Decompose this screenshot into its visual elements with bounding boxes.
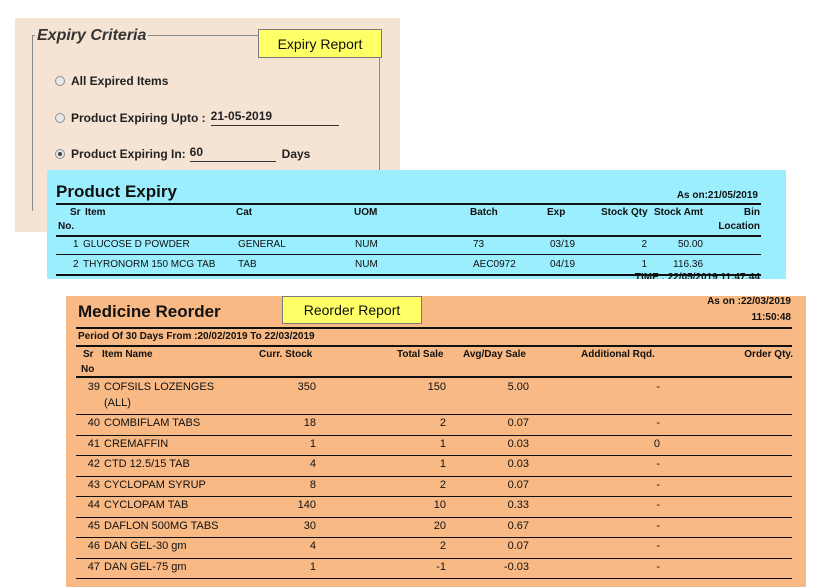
cell-additional-rqd: - — [656, 381, 660, 393]
cell-curr-stock: 4 — [309, 540, 316, 552]
col-location: Location — [718, 221, 760, 232]
cell-sr: 41 — [87, 437, 100, 450]
cell-item-name: DAN GEL-75 gm — [104, 560, 187, 573]
cell-total-sale: -1 — [436, 560, 446, 573]
cell-item-name: CYCLOPAM TAB — [104, 499, 189, 511]
cell-avg-day-sale: 5.00 — [507, 381, 529, 393]
cell-item-name-continued: (ALL) — [104, 397, 131, 409]
cell-avg-day-sale: 0.07 — [507, 478, 529, 491]
divider — [76, 537, 792, 538]
divider — [76, 578, 792, 579]
col-bin: Bin — [743, 207, 760, 218]
cell-uom: NUM — [355, 239, 378, 250]
cell-sr: 44 — [87, 499, 100, 511]
cell-item-name: COFSILS LOZENGES — [104, 381, 215, 393]
option-label: Product Expiring In: — [71, 146, 186, 161]
col-item-name: Item Name — [102, 349, 153, 360]
cell-stock-qty: 1 — [641, 259, 647, 270]
cell-curr-stock: 30 — [303, 519, 316, 532]
divider — [56, 203, 761, 205]
cell-curr-stock: 1 — [309, 437, 316, 450]
cell-additional-rqd: - — [656, 458, 660, 470]
expiry-date-field[interactable]: 21-05-2019 — [211, 109, 339, 126]
cell-curr-stock: 4 — [309, 458, 316, 470]
col-no: No. — [58, 221, 75, 232]
cell-sr: 46 — [87, 540, 100, 552]
cell-total-sale: 1 — [439, 437, 446, 450]
cell-item: GLUCOSE D POWDER — [83, 239, 190, 250]
cell-curr-stock: 18 — [303, 417, 316, 429]
divider — [76, 517, 792, 518]
col-order-qty: Order Qty. — [744, 349, 793, 360]
cell-avg-day-sale: 0.67 — [507, 519, 529, 532]
col-stock-amt: Stock Amt — [654, 207, 704, 218]
cell-sr: 45 — [87, 519, 100, 532]
col-curr-stock: Curr. Stock — [259, 349, 313, 360]
cell-batch: 73 — [473, 239, 485, 250]
cell-additional-rqd: - — [656, 499, 660, 511]
col-uom: UOM — [354, 207, 378, 218]
cell-total-sale: 20 — [433, 519, 446, 532]
cell-stock-qty: 2 — [641, 239, 647, 250]
col-avg-day-sale: Avg/Day Sale — [463, 349, 526, 360]
medicine-reorder-title: Medicine Reorder — [78, 302, 221, 321]
product-expiry-title: Product Expiry — [56, 182, 177, 201]
radio-all-expired[interactable] — [55, 76, 65, 86]
divider — [76, 496, 792, 497]
cell-sr: 40 — [87, 417, 100, 429]
radio-expiring-in[interactable] — [55, 149, 65, 159]
cell-cat: GENERAL — [238, 239, 286, 250]
cell-total-sale: 1 — [439, 458, 446, 470]
divider — [76, 435, 792, 436]
col-stock-qty: Stock Qty — [601, 207, 648, 218]
cell-additional-rqd: 0 — [653, 437, 660, 450]
col-total-sale: Total Sale — [397, 349, 444, 360]
divider — [76, 376, 792, 378]
col-additional-rqd: Additional Rqd. — [581, 349, 655, 360]
expiry-as-on: As on:21/05/2019 — [676, 190, 758, 201]
cell-sr: 47 — [87, 560, 100, 573]
cell-item: THYRONORM 150 MCG TAB — [83, 259, 216, 270]
cell-total-sale: 150 — [427, 381, 446, 393]
cell-item-name: DAFLON 500MG TABS — [104, 519, 219, 532]
cell-avg-day-sale: -0.03 — [503, 560, 529, 573]
radio-expiring-upto[interactable] — [55, 113, 65, 123]
cell-item-name: CREMAFFIN — [104, 437, 169, 450]
col-cat: Cat — [236, 207, 253, 218]
divider — [76, 476, 792, 477]
col-exp: Exp — [547, 207, 566, 218]
medicine-reorder-report — [66, 296, 806, 587]
expiry-days-field[interactable]: 60 — [190, 145, 276, 162]
divider — [76, 327, 792, 329]
reorder-as-on — [707, 296, 791, 326]
col-sr: Sr — [83, 349, 94, 360]
cell-total-sale: 2 — [439, 540, 446, 552]
cell-additional-rqd: - — [656, 560, 660, 573]
expiry-report-note: Expiry Report — [258, 29, 382, 58]
cell-total-sale: 2 — [439, 478, 446, 491]
cell-total-sale: 2 — [439, 417, 446, 429]
cell-sr: 2 — [73, 259, 79, 270]
option-label: All Expired Items — [71, 74, 169, 88]
cell-total-sale: 10 — [433, 499, 446, 511]
divider — [76, 558, 792, 559]
cell-item-name: DAN GEL-30 gm — [104, 540, 187, 552]
cell-stock-amt: 116.36 — [673, 259, 703, 270]
option-all-expired[interactable] — [55, 74, 168, 88]
reorder-time: 11:50:48 — [751, 312, 791, 323]
col-batch: Batch — [470, 207, 498, 218]
cell-item-name: CTD 12.5/15 TAB — [104, 458, 190, 470]
option-label: Product Expiring Upto : — [71, 110, 206, 125]
reorder-date: As on :22/03/2019 — [707, 296, 791, 307]
reorder-report-note: Reorder Report — [282, 296, 422, 324]
cell-curr-stock: 140 — [297, 499, 316, 511]
cell-exp: 03/19 — [550, 239, 576, 250]
cell-avg-day-sale: 0.33 — [507, 499, 529, 511]
cell-avg-day-sale: 0.07 — [507, 417, 529, 429]
cell-sr: 1 — [73, 239, 79, 250]
cell-sr: 42 — [87, 458, 100, 470]
divider — [76, 345, 792, 347]
col-sr: Sr — [70, 207, 81, 218]
cell-additional-rqd: - — [656, 540, 660, 552]
col-no: No — [81, 364, 95, 375]
cell-item-name: CYCLOPAM SYRUP — [104, 478, 206, 491]
divider — [56, 254, 761, 255]
cell-curr-stock: 350 — [297, 381, 316, 393]
cell-sr: 43 — [87, 478, 100, 491]
cell-exp: 04/19 — [550, 259, 576, 270]
cell-cat: TAB — [238, 259, 257, 270]
cell-avg-day-sale: 0.03 — [507, 437, 529, 450]
option-expiring-upto[interactable] — [55, 109, 339, 126]
period-label: Period Of 30 Days From :20/02/2019 To 22/03/2019 — [78, 331, 315, 342]
criteria-legend: Expiry Criteria — [37, 27, 147, 44]
cell-avg-day-sale: 0.03 — [507, 458, 529, 470]
cell-stock-amt: 50.00 — [677, 239, 703, 250]
cell-curr-stock: 1 — [309, 560, 316, 573]
report-footer: TIME : 22/05/2019 11:47:44 — [634, 272, 760, 279]
cell-curr-stock: 8 — [309, 478, 316, 491]
cell-uom: NUM — [355, 259, 378, 270]
cell-additional-rqd: - — [656, 478, 660, 491]
cell-avg-day-sale: 0.07 — [507, 540, 529, 552]
divider — [56, 235, 761, 237]
cell-item-name: COMBIFLAM TABS — [104, 417, 201, 429]
divider — [76, 455, 792, 456]
product-expiry-report — [47, 170, 786, 279]
divider — [76, 414, 792, 415]
cell-additional-rqd: - — [656, 417, 660, 429]
days-label: Days — [281, 146, 311, 161]
cell-batch: AEC0972 — [473, 259, 516, 270]
cell-additional-rqd: - — [656, 519, 660, 532]
col-item: Item — [85, 207, 106, 218]
option-expiring-in[interactable] — [55, 145, 310, 162]
cell-sr: 39 — [87, 381, 100, 393]
